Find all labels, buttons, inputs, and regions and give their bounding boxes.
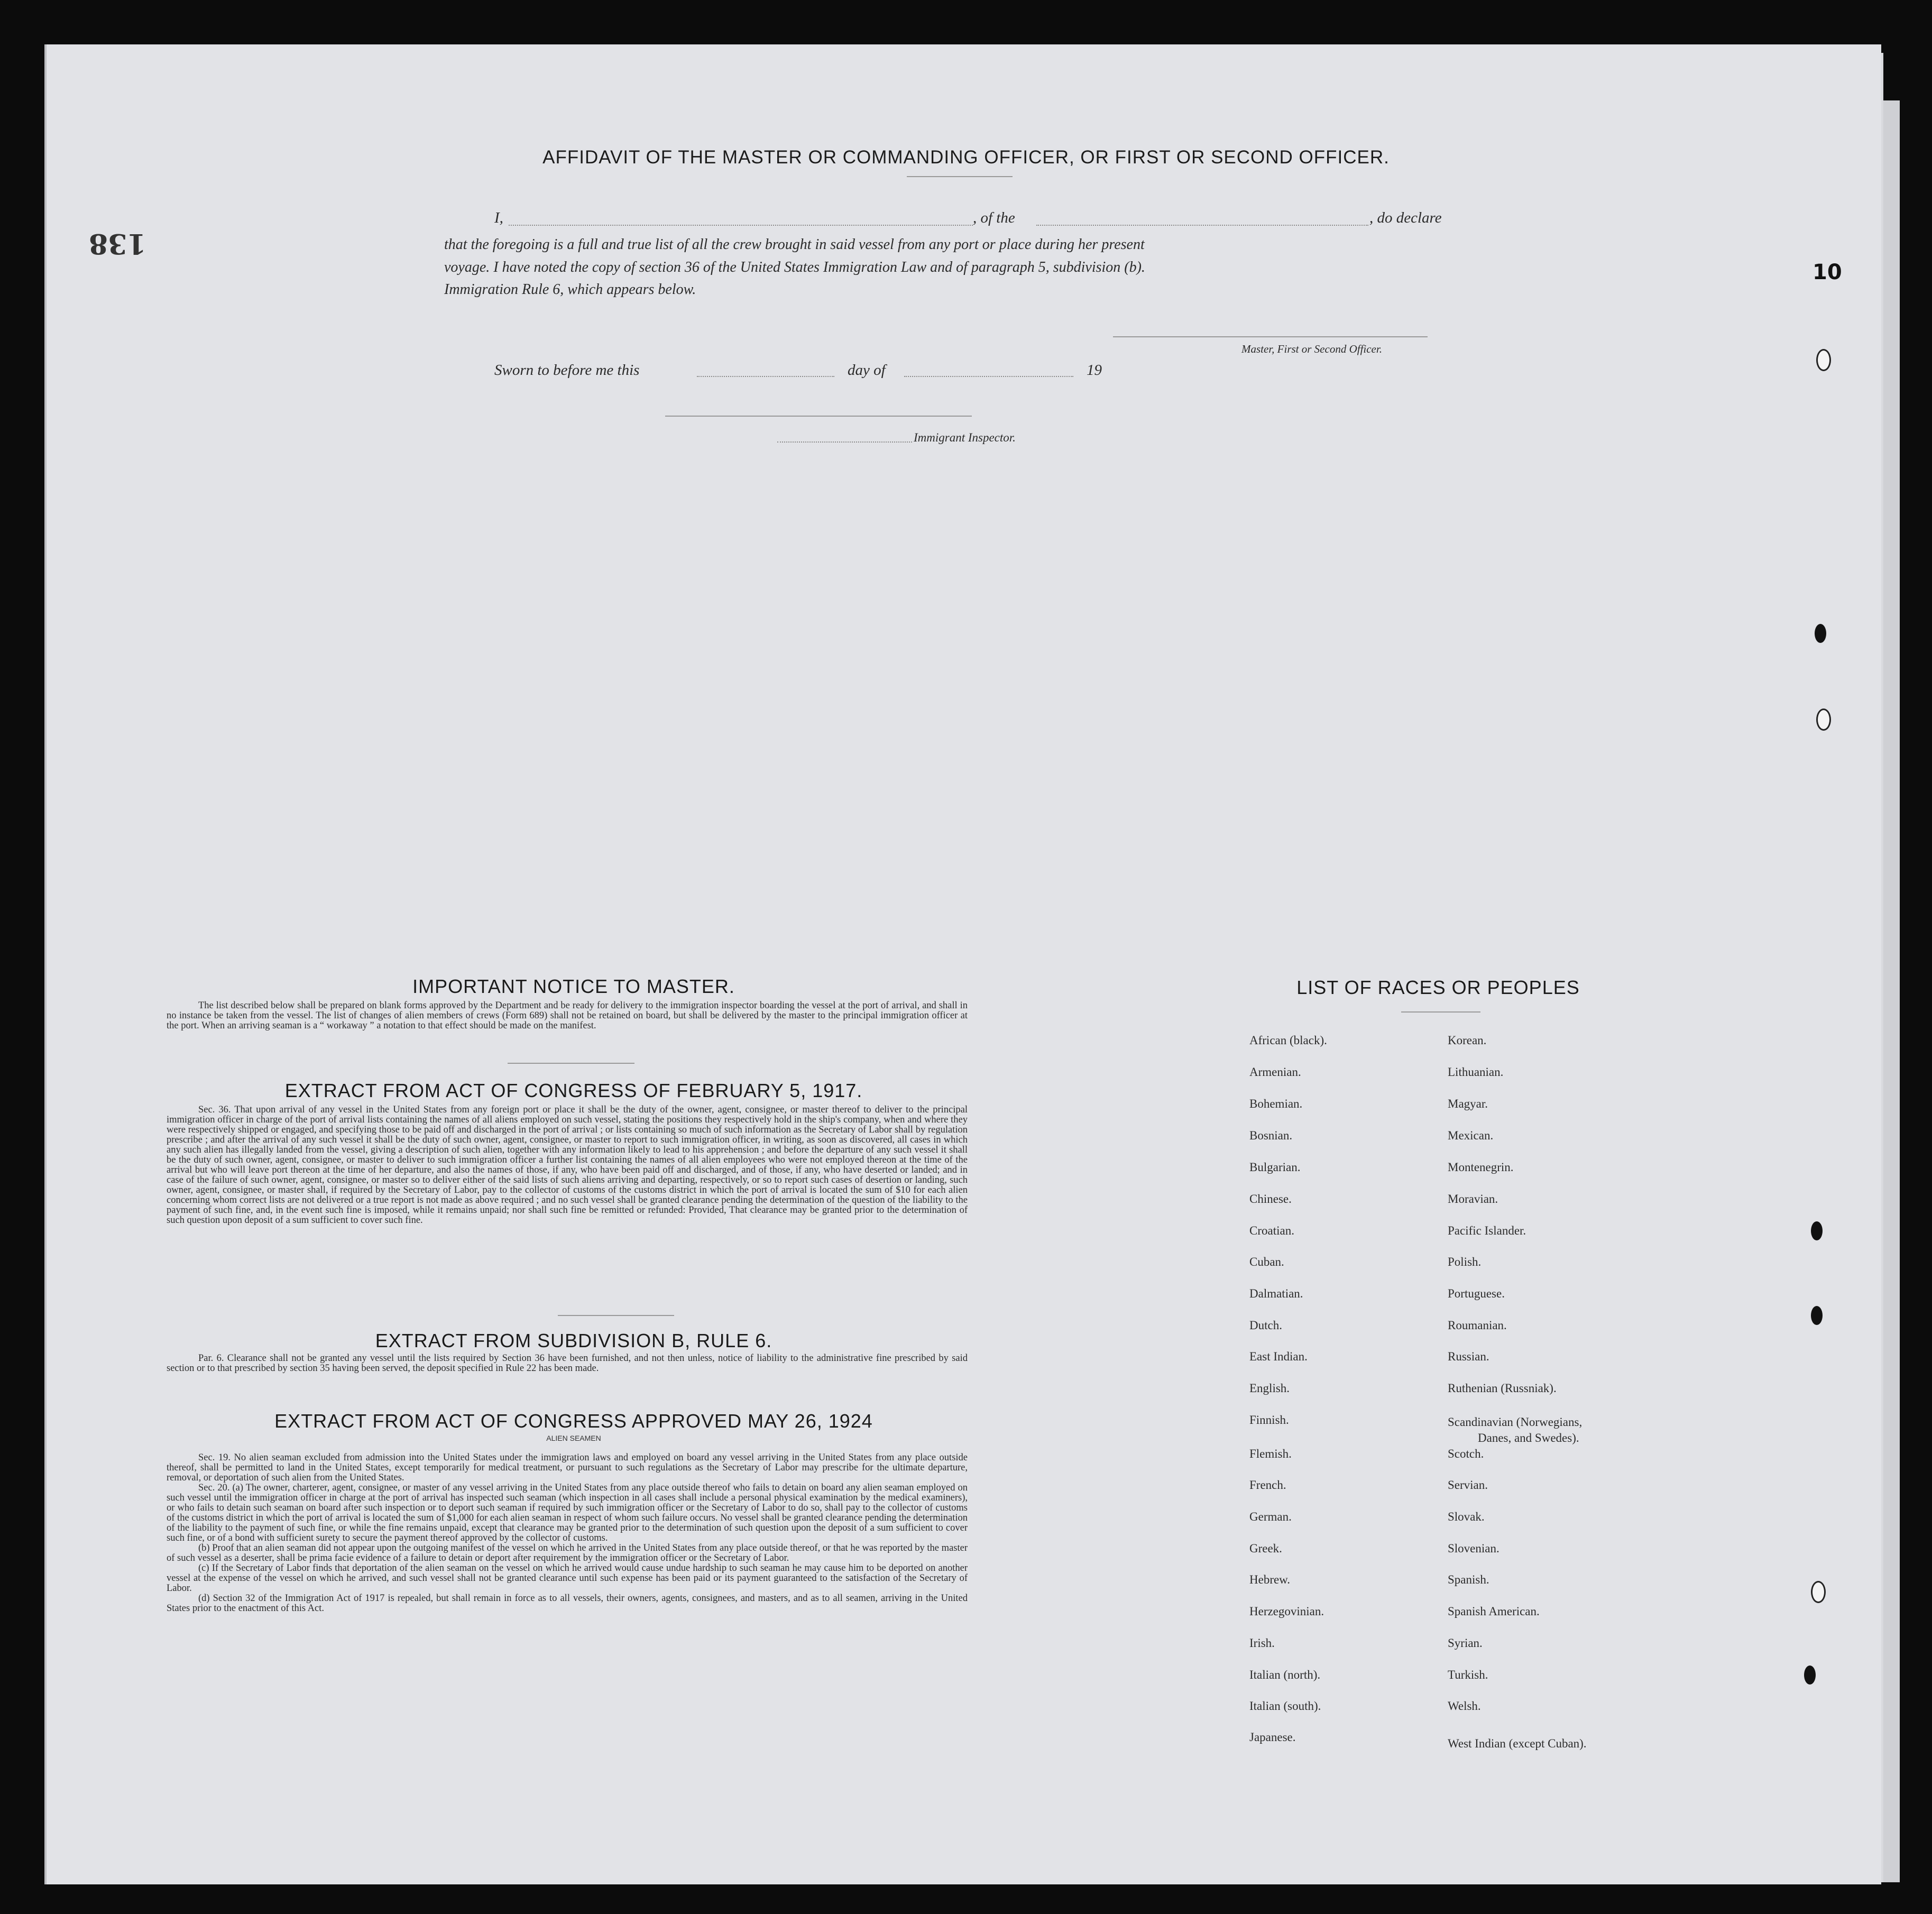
- race-item: Cuban.: [1249, 1255, 1284, 1268]
- race-item: Welsh.: [1448, 1699, 1481, 1713]
- race-item: Spanish American.: [1448, 1605, 1540, 1618]
- binder-hole: [1816, 708, 1831, 731]
- race-item: German.: [1249, 1510, 1292, 1523]
- race-item: Magyar.: [1448, 1097, 1488, 1110]
- race-item: Hebrew.: [1249, 1573, 1291, 1586]
- sec-19-paragraph: Sec. 19. No alien seaman excluded from admission into the United States under the immigration laws and employed on board any vessel arriving in the United States from any place outside thereof, shall be permitted to land in the United States, except temporarily for medical treatment, or pursuant to such regulations as the Secretary of Labor may prescribe for the ultimate departure, removal, or deportation of such alien from the United States.: [167, 1452, 968, 1483]
- race-item-continuation: Danes, and Swedes).: [1478, 1431, 1579, 1444]
- of-the-label: , of the: [973, 209, 1015, 226]
- race-item: Armenian.: [1249, 1065, 1301, 1079]
- race-item: Korean.: [1448, 1034, 1487, 1047]
- extract-1924-title: EXTRACT FROM ACT OF CONGRESS APPROVED MAY 26, 1924: [274, 1410, 873, 1432]
- race-item: Bulgarian.: [1249, 1161, 1301, 1174]
- race-item: Syrian.: [1448, 1636, 1483, 1650]
- race-item: English.: [1249, 1382, 1290, 1395]
- inspector-dotted-line: [777, 441, 912, 443]
- race-item: Bohemian.: [1249, 1097, 1303, 1110]
- race-item: Pacific Islander.: [1448, 1224, 1526, 1237]
- year-prefix: 19: [1087, 362, 1102, 379]
- rule6-text: Par. 6. Clearance shall not be granted any vessel until the lists required by Section 36 have been furnished, and not then unless, notice of liability to the administrative fine prescribed by said section or to that prescribed by section 35 having been served, the deposit specified in Rule 22 has been made.: [167, 1353, 968, 1374]
- signature-label: Master, First or Second Officer.: [1241, 343, 1382, 355]
- race-item: Polish.: [1448, 1255, 1482, 1268]
- affidavit-line-2: that the foregoing is a full and true list of all the crew brought in said vessel from any port or place during her present: [444, 236, 1145, 253]
- extract-1924-text: [167, 1453, 968, 1614]
- affidavit-line-3: voyage. I have noted the copy of section 36 of the United States Immigration Law and of paragraph 5, subdivision (b).: [444, 259, 1145, 275]
- race-item: Chinese.: [1249, 1192, 1292, 1206]
- do-declare-label: , do declare: [1369, 209, 1442, 226]
- i-label: I,: [494, 209, 503, 226]
- sec-20b-paragraph: (b) Proof that an alien seaman did not appear upon the outgoing manifest of the vessel on which he arrived in the United States from any place outside thereof, or that he was reported by the master of such vessel as a deserter, shall be prima facie evidence of a failure to detain or deport after requirement by the immigration officer or the Secretary of Labor.: [167, 1543, 968, 1563]
- race-item: Slovenian.: [1448, 1542, 1499, 1555]
- race-item: Ruthenian (Russniak).: [1448, 1382, 1557, 1395]
- rule6-title: EXTRACT FROM SUBDIVISION B, RULE 6.: [375, 1330, 772, 1351]
- race-item: Turkish.: [1448, 1668, 1488, 1681]
- extract-1917-title: EXTRACT FROM ACT OF CONGRESS OF FEBRUARY 5, 1917.: [284, 1080, 863, 1101]
- race-item: Moravian.: [1448, 1192, 1498, 1206]
- inspector-label: Immigrant Inspector.: [914, 431, 1016, 444]
- binder-hole: [1811, 1221, 1823, 1240]
- race-item: Scotch.: [1448, 1447, 1484, 1460]
- race-item: West Indian (except Cuban).: [1448, 1737, 1587, 1750]
- sec-20a-paragraph: Sec. 20. (a) The owner, charterer, agent, consignee, or master of any vessel arriving in the United States from any place outside thereof who fails to detain on board any alien seaman employed on such vessel until the immigration officer in charge at the port of arrival has inspected such seaman (which inspection in all cases shall include a personal physical examination by the medical examiners), or who fails to detain such seaman on board after such inspection or to deport such seaman if required by such immigration officer or the Secretary of Labor to do so, shall pay to the collector of customs of the customs district in which the port of arrival is located the sum of $1,000 for each alien seaman in respect of whom such failure occurs. No vessel shall be granted clearance pending the determination of the liability to the payment of such fine, or while the fine remains unpaid, except that clearance may be granted prior to the determination of such question upon the deposit of a sum sufficient to cover such fine, or of a bond with sufficient surety to secure the payment thereof approved by the collector of customs.: [167, 1483, 968, 1543]
- notice-rule: [508, 1063, 634, 1064]
- race-item: Servian.: [1448, 1478, 1488, 1492]
- affidavit-line-4: Immigration Rule 6, which appears below.: [444, 281, 696, 298]
- signature-line[interactable]: [1113, 336, 1428, 337]
- vessel-name-field[interactable]: [1036, 225, 1368, 226]
- race-item: Italian (north).: [1249, 1668, 1321, 1681]
- race-item: French.: [1249, 1478, 1286, 1492]
- race-item: East Indian.: [1249, 1350, 1308, 1363]
- inspector-signature-line[interactable]: [665, 416, 972, 417]
- race-item: Spanish.: [1448, 1573, 1489, 1586]
- sec-20d-paragraph: (d) Section 32 of the Immigration Act of 1917 is repealed, but shall remain in force as to all vessels, their owners, agents, consignees, and masters, and as to all seamen, arriving in the United States prior to the enactment of this Act.: [167, 1593, 968, 1614]
- race-item: Japanese.: [1249, 1731, 1296, 1744]
- race-item: Dutch.: [1249, 1319, 1282, 1332]
- extract-1917-rule: [558, 1315, 674, 1316]
- race-item: Italian (south).: [1249, 1699, 1321, 1713]
- binder-hole: [1811, 1306, 1823, 1325]
- race-item: African (black).: [1249, 1034, 1327, 1047]
- sec-20c-paragraph: (c) If the Secretary of Labor finds that deportation of the alien seaman on the vessel on which he arrived would cause undue hardship to such seaman he may cause him to be deported on another vessel at the expense of the vessel on which he arrived, and such vessel shall not be granted clearance until such expense has been paid or its payment guaranteed to the satisfaction of the Secretary of Labor.: [167, 1563, 968, 1594]
- races-title: LIST OF RACES OR PEOPLES: [1296, 977, 1580, 998]
- race-item: Croatian.: [1249, 1224, 1294, 1237]
- race-item: Mexican.: [1448, 1129, 1494, 1142]
- sworn-day-field[interactable]: [697, 376, 834, 377]
- binder-hole: [1804, 1665, 1816, 1685]
- race-item: Irish.: [1249, 1636, 1275, 1650]
- sworn-month-field[interactable]: [904, 376, 1073, 377]
- race-item: Russian.: [1448, 1350, 1489, 1363]
- race-item: Herzegovinian.: [1249, 1605, 1324, 1618]
- extract-1917-text: Sec. 36. That upon arrival of any vessel in the United States from any foreign port or place it shall be the duty of the owner, agent, consignee, or master thereof to deliver to the principal immigration officer in charge of the port of arrival lists containing the names of all aliens employed on such vessel, stating the positions they respectively hold in the ship's company, when and where they were respectively shipped or engaged, and specifying those to be paid off and discharged in the port of arrival ; or lists containing so much of such information as the Secretary of Labor shall by regulation prescribe ; and after the arrival of any such vessel it shall be the duty of such owner, agent, consignee, or master to report to such immigration officer, in writing, as soon as discovered, all cases in which any such alien has illegally landed from the vessel, giving a description of such alien, together with any information likely to lead to his apprehension ; and before the departure of any such vessel it shall be the duty of such owner, agent, consignee, or master to deliver to such immigration officer a further list containing the names of all alien employees who were not employed thereon at the time of the arrival but who will leave port thereon at the time of her departure, and also the names of those, if any, who have been paid off and discharged, and of those, if any, who have deserted or landed; and in case of the failure of such owner, agent, consignee, or master so to deliver either of the said lists of such aliens arriving and departing, respectively, or so to report such cases of desertion or landing, such owner, agent, consignee, or master shall, if required by the Secretary of Labor, pay to the collector of customs of the customs district in which the port of arrival is located the sum of $10 for each alien concerning whom correct lists are not delivered or a true report is not made as above required ; and no such vessel shall be granted clearance pending the determination of the question of the liability to the payment of such fine, and, in the event such fine is imposed, while it remains unpaid; nor shall such fine be remitted or refunded: Provided, That clearance may be granted prior to the determination of such question upon deposit of a sum sufficient to cover such fine.: [167, 1105, 968, 1226]
- race-item: Scandinavian (Norwegians,: [1448, 1415, 1583, 1429]
- master-name-field[interactable]: [509, 225, 973, 226]
- race-item: Portuguese.: [1448, 1287, 1505, 1300]
- race-item: Flemish.: [1249, 1447, 1292, 1460]
- sworn-label: Sworn to before me this: [494, 362, 640, 379]
- race-item: Roumanian.: [1448, 1319, 1507, 1332]
- affidavit-title: AFFIDAVIT OF THE MASTER OR COMMANDING OFFICER, OR FIRST OR SECOND OFFICER.: [542, 147, 1390, 168]
- races-rule: [1401, 1011, 1480, 1013]
- binder-hole: [1815, 624, 1826, 643]
- extract-1924-subtitle: ALIEN SEAMEN: [546, 1434, 601, 1442]
- race-item: Greek.: [1249, 1542, 1282, 1555]
- race-item: Slovak.: [1448, 1510, 1485, 1523]
- title-rule: [907, 176, 1013, 177]
- binder-hole: [1811, 1581, 1826, 1603]
- race-item: Finnish.: [1249, 1413, 1289, 1427]
- notice-text: The list described below shall be prepared on blank forms approved by the Department and be ready for delivery to the immigration inspector boarding the vessel at the port of arrival, and shall in no instance be taken from the vessel. The list of changes of alien members of crews (Form 689) shall not be retained on board, but shall be delivered by the master to the principal immigration officer at the port. When an arriving seaman is a “ workaway ” a notation to that effect should be made on the manifest.: [167, 1000, 968, 1031]
- race-item: Dalmatian.: [1249, 1287, 1303, 1300]
- handwritten-corner-mark: 10: [1813, 260, 1842, 284]
- race-item: Montenegrin.: [1448, 1161, 1514, 1174]
- race-item: Lithuanian.: [1448, 1065, 1504, 1079]
- binder-hole: [1816, 349, 1831, 371]
- handwritten-page-number: 138: [89, 227, 146, 260]
- notice-title: IMPORTANT NOTICE TO MASTER.: [412, 976, 735, 997]
- race-item: Bosnian.: [1249, 1129, 1293, 1142]
- day-of-label: day of: [848, 362, 886, 379]
